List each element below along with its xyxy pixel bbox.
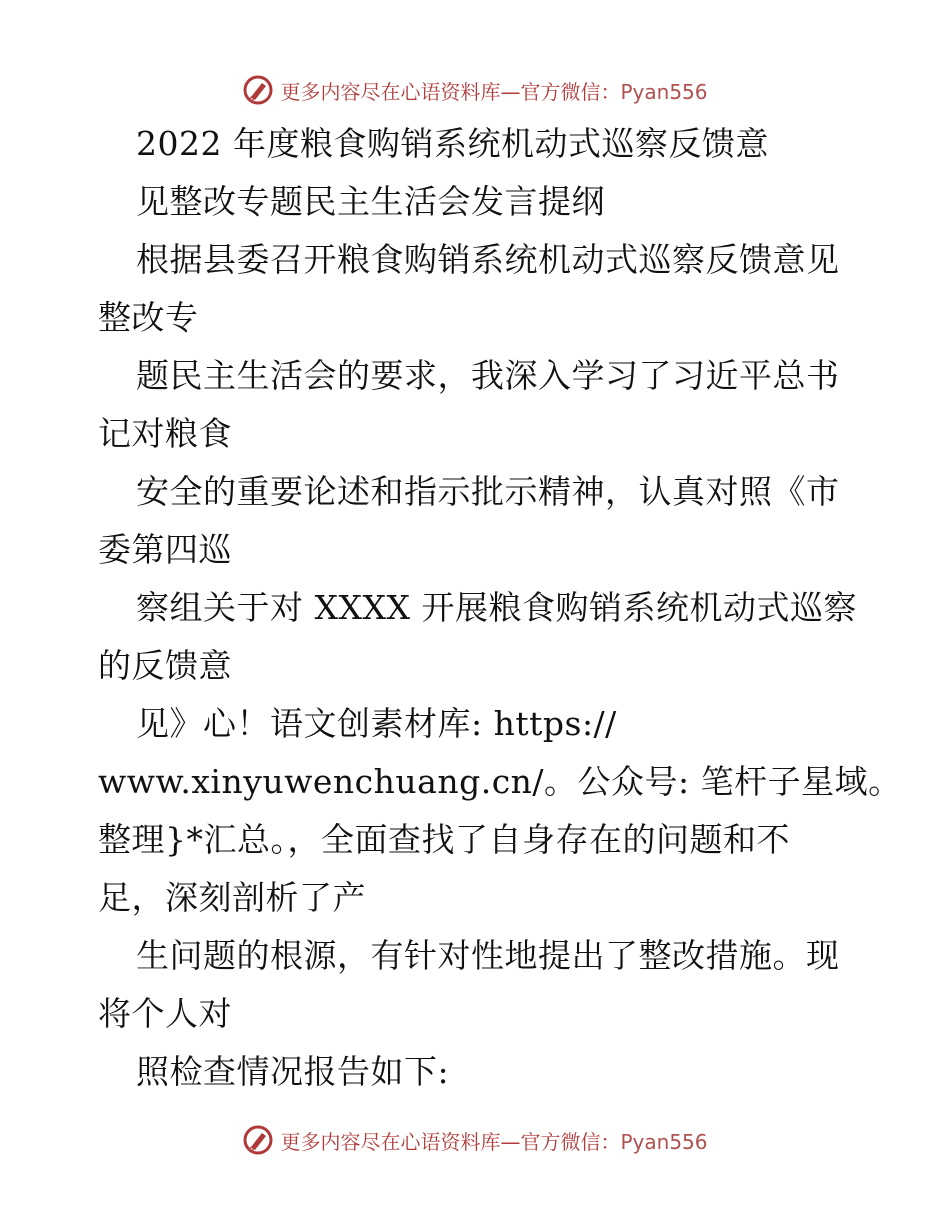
pen-circle-icon [242,1124,274,1156]
document-line: 安全的重要论述和指示批示精神，认真对照《市 [136,472,840,511]
document-line: 2022 年度粮食购销系统机动式巡察反馈意 [136,124,769,163]
footer-banner-text [280,1126,707,1155]
document-line: 根据县委召开粮食购销系统机动式巡察反馈意见 [136,240,840,279]
banner-wechat-id: Pyan556 [620,1129,708,1154]
document-line: 生问题的根源，有针对性地提出了整改措施。现 [136,936,840,975]
document-line: 整改专 [98,298,199,337]
banner-label: 更多内容尽在心语资料库—官方微信： [280,1129,621,1154]
document-line: 委第四巡 [98,530,232,569]
document-line: 见》心！语文创素材库: https:// [136,704,617,743]
document-body [98,115,902,1101]
document-line: 的反馈意 [98,646,232,685]
pen-circle-icon [242,74,274,106]
document-line: 将个人对 [98,994,232,1033]
footer-banner-inner [242,1124,707,1156]
header-banner-text [280,76,707,105]
document-line: 记对粮食 [98,414,232,453]
document-line: 足，深刻剖析了产 [98,878,366,917]
footer-watermark-banner [0,1120,950,1160]
document-line: 见整改专题民主生活会发言提纲 [136,182,605,221]
header-banner-inner [242,74,707,106]
banner-wechat-id: Pyan556 [620,79,708,104]
document-line: 题民主生活会的要求，我深入学习了习近平总书 [136,356,840,395]
document-line: 照检查情况报告如下: [136,1052,450,1091]
banner-label: 更多内容尽在心语资料库—官方微信： [280,79,621,104]
document-line: 察组关于对 XXXX 开展粮食购销系统机动式巡察 [136,588,857,627]
document-line: www.xinyuwenchuang.cn/。公众号: 笔杆子星域。 [98,762,902,801]
header-watermark-banner [0,70,950,110]
document-line: 整理}*汇总。，全面查找了自身存在的问题和不 [98,820,790,859]
